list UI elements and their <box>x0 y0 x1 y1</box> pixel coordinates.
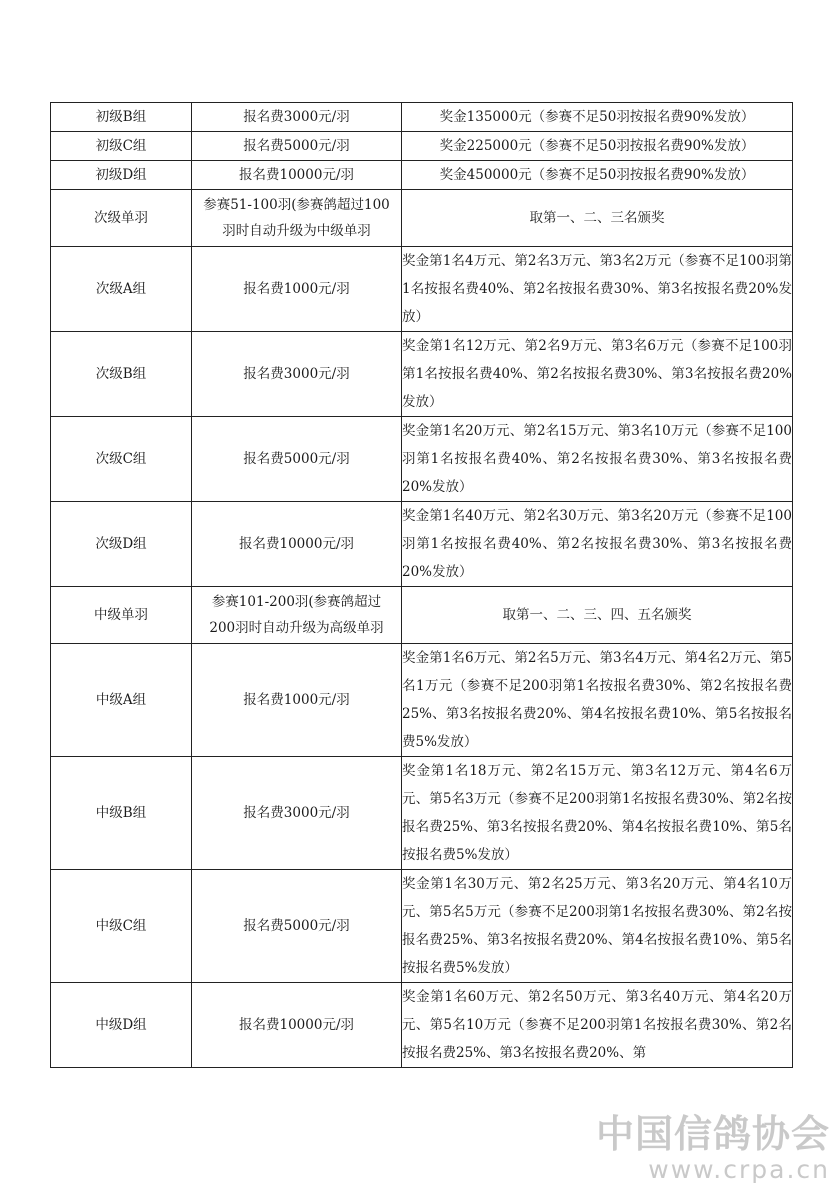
group-name: 次级C组 <box>51 417 192 502</box>
table-row <box>51 132 793 161</box>
table-row <box>51 870 793 983</box>
entry-fee: 参赛51-100羽(参赛鸽超过100羽时自动升级为中级单羽 <box>192 190 402 247</box>
entry-fee: 参赛101-200羽(参赛鸽超过200羽时自动升级为高级单羽 <box>192 587 402 644</box>
prize-description: 奖金第1名40万元、第2名30万元、第3名20万元（参赛不足100羽第1名按报名费40%、第2名按报名费30%、第3名按报名费20%发放） <box>402 502 793 587</box>
group-name: 次级A组 <box>51 247 192 332</box>
prize-table <box>50 102 793 1068</box>
table-row <box>51 983 793 1068</box>
table-row <box>51 332 793 417</box>
table-row <box>51 757 793 870</box>
prize-description: 奖金第1名60万元、第2名50万元、第3名40万元、第4名20万元、第5名10万元（参赛不足200羽第1名按报名费30%、第2名按报名费25%、第3名按报名费20%、第 <box>402 983 793 1068</box>
prize-description: 取第一、二、三名颁奖 <box>402 190 793 247</box>
prize-description: 奖金第1名6万元、第2名5万元、第3名4万元、第4名2万元、第5名1万元（参赛不足200羽第1名按报名费30%、第2名按报名费25%、第3名按报名费20%、第4名按报名费10%、第5名按报名费5%发放） <box>402 644 793 757</box>
table-row <box>51 644 793 757</box>
group-name: 中级C组 <box>51 870 192 983</box>
group-name: 初级D组 <box>51 161 192 190</box>
entry-fee: 报名费10000元/羽 <box>192 502 402 587</box>
prize-description: 取第一、二、三、四、五名颁奖 <box>402 587 793 644</box>
entry-fee: 报名费1000元/羽 <box>192 644 402 757</box>
group-name: 中级B组 <box>51 757 192 870</box>
group-name: 次级B组 <box>51 332 192 417</box>
group-name: 中级单羽 <box>51 587 192 644</box>
table-row <box>51 587 793 644</box>
group-name: 次级D组 <box>51 502 192 587</box>
prize-description: 奖金135000元（参赛不足50羽按报名费90%发放） <box>402 103 793 132</box>
entry-fee: 报名费3000元/羽 <box>192 103 402 132</box>
group-name: 中级D组 <box>51 983 192 1068</box>
entry-fee: 报名费5000元/羽 <box>192 132 402 161</box>
entry-fee: 报名费10000元/羽 <box>192 983 402 1068</box>
prize-description: 奖金第1名18万元、第2名15万元、第3名12万元、第4名6万元、第5名3万元（参赛不足200羽第1名按报名费30%、第2名按报名费25%、第3名按报名费20%、第4名按报名费10%、第5名按报名费5%发放） <box>402 757 793 870</box>
prize-description: 奖金第1名20万元、第2名15万元、第3名10万元（参赛不足100羽第1名按报名费40%、第2名按报名费30%、第3名按报名费20%发放） <box>402 417 793 502</box>
entry-fee: 报名费3000元/羽 <box>192 332 402 417</box>
group-name: 次级单羽 <box>51 190 192 247</box>
prize-description: 奖金225000元（参赛不足50羽按报名费90%发放） <box>402 132 793 161</box>
table-row <box>51 502 793 587</box>
prize-description: 奖金450000元（参赛不足50羽按报名费90%发放） <box>402 161 793 190</box>
group-name: 中级A组 <box>51 644 192 757</box>
entry-fee: 报名费3000元/羽 <box>192 757 402 870</box>
entry-fee: 报名费1000元/羽 <box>192 247 402 332</box>
prize-description: 奖金第1名30万元、第2名25万元、第3名20万元、第4名10万元、第5名5万元（参赛不足200羽第1名按报名费30%、第2名按报名费25%、第3名按报名费20%、第4名按报名费10%、第5名按报名费5%发放） <box>402 870 793 983</box>
table-row <box>51 190 793 247</box>
table-row <box>51 161 793 190</box>
prize-description: 奖金第1名4万元、第2名3万元、第3名2万元（参赛不足100羽第1名按报名费40%、第2名按报名费30%、第3名按报名费20%发放） <box>402 247 793 332</box>
table-row <box>51 247 793 332</box>
table-row <box>51 103 793 132</box>
watermark <box>596 1112 830 1184</box>
group-name: 初级B组 <box>51 103 192 132</box>
entry-fee: 报名费5000元/羽 <box>192 417 402 502</box>
entry-fee: 报名费10000元/羽 <box>192 161 402 190</box>
watermark-url: www.crpa.cn <box>648 1155 830 1184</box>
prize-description: 奖金第1名12万元、第2名9万元、第3名6万元（参赛不足100羽第1名按报名费40%、第2名按报名费30%、第3名按报名费20%发放） <box>402 332 793 417</box>
table-row <box>51 417 793 502</box>
group-name: 初级C组 <box>51 132 192 161</box>
entry-fee: 报名费5000元/羽 <box>192 870 402 983</box>
watermark-name: 中国信鸽协会 <box>595 1112 830 1156</box>
